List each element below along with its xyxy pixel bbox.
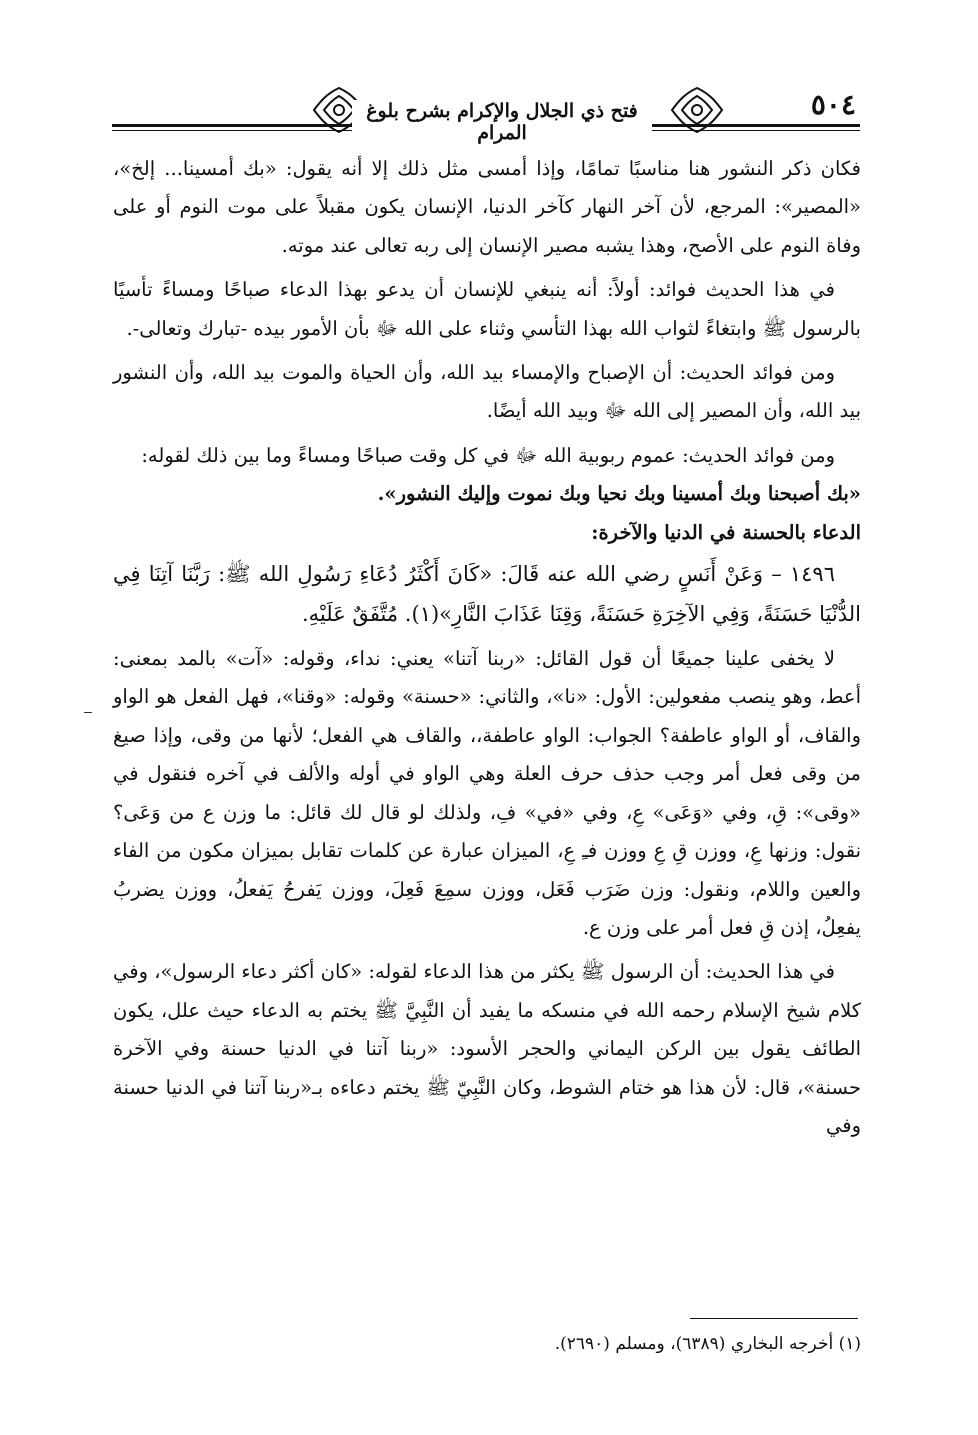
paragraph: ومن فوائد الحديث: عموم ربوبية الله ﷻ في كل وقت صباحًا ومساءً وما بين ذلك لقوله:: [141, 443, 835, 467]
paragraph: في هذا الحديث: أن الرسول ﷺ يكثر من هذا الدعاء لقوله: «كان أكثر دعاء الرسول»، وفي كلام شيخ الإسلام رحمه الله في منسكه ما يفيد أن النَّبِيَّ ﷺ يختم به الدعاء حيث علل، يكون الطائف يقول بين الركن اليماني والحجر الأسود: «ربنا آتنا في الدنيا حسنة وفي الآخرة حسنة»، قال: لأن هذا هو ختام الشوط، وكان النَّبِيّ ﷺ يختم دعاءه بـ«ربنا آتنا في الدنيا حسنة وفي: [113, 960, 861, 1137]
ornament-icon: [666, 84, 728, 136]
quoted-supplication: «بك أصبحنا وبك أمسينا وبك نحيا وبك نموت وإليك النشور».: [377, 482, 861, 506]
page-number: ٥٠٤: [810, 88, 856, 121]
page-header: [112, 78, 860, 144]
margin-mark: [84, 712, 92, 713]
paragraph: فكان ذكر النشور هنا مناسبًا تمامًا، وإذا أمسى مثل ذلك إلا أنه يقول: «بك أمسينا... إلخ»، «المصير»: المرجع، لأن آخر النهار كآخر الدنيا، الإنسان يكون مقبلاً على موت النوم أو على وفاة النوم على الأصح، وهذا يشبه مصير الإنسان إلى ربه تعالى عند موته.: [113, 157, 861, 257]
footnote-rule: [690, 1318, 858, 1319]
paragraph: في هذا الحديث فوائد: أولاً: أنه ينبغي للإنسان أن يدعو بهذا الدعاء صباحًا ومساءً تأسيًا بالرسول ﷺ وابتغاءً لثواب الله بهذا التأسي وثناء على الله ﷻ بأن الأمور بيده -تبارك وتعالى-.: [113, 278, 861, 340]
footnote: (١) أخرجه البخاري (٦٣٨٩)، ومسلم (٢٦٩٠).: [554, 1334, 861, 1354]
hadith-text: ١٤٩٦ – وَعَنْ أَنَسٍ رضي الله عنه قَالَ: «كَانَ أَكْثَرُ دُعَاءِ رَسُولِ الله ﷺ: رَبَّنَا آتِنَا فِي الدُّنْيَا حَسَنَةً، وَفِي الآخِرَةِ حَسَنَةً، وَقِنَا عَذَابَ النَّارِ»(١). مُتَّفَقٌ عَلَيْهِ.: [113, 562, 861, 627]
page-body: [113, 150, 861, 1151]
paragraph: لا يخفى علينا جميعًا أن قول القائل: «ربنا آتنا» يعني: نداء، وقوله: «آت» بالمد بمعنى: أعط، وهو ينصب مفعولين: الأول: «نا»، والثاني: «حسنة» وقوله: «وقنا»، فهل الفعل هو الواو والقاف، أو الواو عاطفة؟ الجواب: الواو عاطفة،، والقاف هي الفعل؛ لأنها من وقى، وإذا صيغ من وقى فعل أمر وجب حذف حرف العلة وهي الواو في أوله والألف في آخره فنقول في «وقى»: قِ، وفي «وَعَى» عِ، وفي «في» فِ، ولذلك لو قال لك قائل: ما وزن ع من وَعَى؟ نقول: وزنها عِ، ووزن قِ عِ ووزن فـِ عِ، الميزان عبارة عن كلمات تقابل بميزان مكون من الفاء والعين واللام، ونقول: وزن ضَرَب فَعَل، ووزن سمِعَ فَعِلَ، ووزن يَفرحُ يَفعلُ، ووزن يضربُ يفعِلُ، إذن قِ فعل أمر على وزن ع.: [113, 647, 861, 939]
section-heading: الدعاء بالحسنة في الدنيا والآخرة:: [591, 520, 861, 544]
paragraph: ومن فوائد الحديث: أن الإصباح والإمساء بيد الله، وأن الحياة والموت بيد الله، وأن النشور بيد الله، وأن المصير إلى الله ﷻ وبيد الله أيضًا.: [113, 361, 861, 423]
running-title: فتح ذي الجلال والإكرام بشرح بلوغ المرام: [352, 100, 652, 144]
